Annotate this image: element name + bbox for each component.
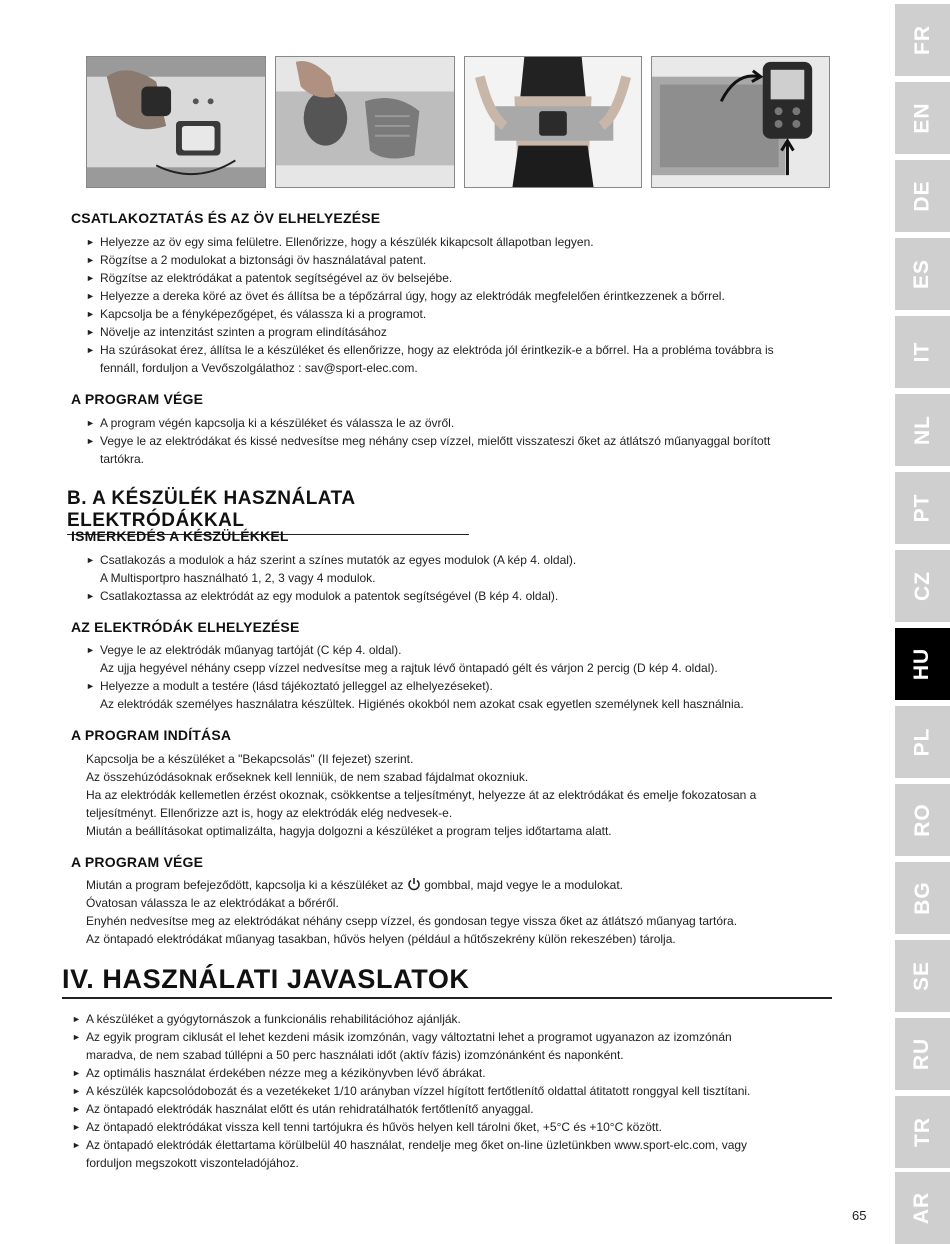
list-item: ► Csatlakoztassa az elektródát az egy modulok a patentok segítségével (B kép 4. oldal). bbox=[86, 587, 806, 605]
list-item: ► Rögzítse az elektródákat a patentok segítségével az öv belsejébe. bbox=[86, 269, 806, 287]
tab-ru[interactable]: RU bbox=[895, 1018, 950, 1090]
tab-ro[interactable]: RO bbox=[895, 784, 950, 856]
photo-electrode-on-belt bbox=[275, 56, 455, 188]
tab-cz[interactable]: CZ bbox=[895, 550, 950, 622]
heading-electrode-placement: AZ ELEKTRÓDÁK ELHELYEZÉSE bbox=[71, 619, 300, 635]
tab-en[interactable]: EN bbox=[895, 82, 950, 154]
list-item: ► Ha szúrásokat érez, állítsa le a készüléket és ellenőrizze, hogy az elektróda jól érintkezik-e a bőrrel. Ha a probléma továbbra is fennáll, forduljon a Vevőszolgálathoz : sav@sport-elec.com. bbox=[86, 341, 806, 377]
power-icon bbox=[407, 877, 421, 891]
list-item: ► Helyezze az öv egy sima felületre. Ellenőrizze, hogy a készülék kikapcsolt állapotban legyen. bbox=[86, 233, 806, 251]
page-number: 65 bbox=[852, 1208, 867, 1223]
list-item: ► Az öntapadó elektródák használat előtt és után rehidratálhatók fertőtlenítő anyaggal. bbox=[72, 1100, 812, 1118]
electrode-placement-list bbox=[86, 641, 806, 713]
heading-connection: CSATLAKOZTATÁS ÉS AZ ÖV ELHELYEZÉSE bbox=[71, 210, 381, 226]
list-item: ► Növelje az intenzitást szinten a program elindításához bbox=[86, 323, 806, 341]
photo-belt-on-waist bbox=[464, 56, 642, 188]
list-item: ► A készülék kapcsolódobozát és a vezetékeket 1/10 arányban vízzel hígított fertőtlenítő oldattal átitatott ronggyal kell tisztítani. bbox=[72, 1082, 812, 1100]
list-item: ► Az öntapadó elektródák élettartama körülbelül 40 használat, rendelje meg őket on-line üzletünkben www.sport-elc.com, vagy forduljon megszokott viszonteladójához. bbox=[72, 1136, 812, 1172]
heading-getting-to-know: ISMERKEDÉS A KÉSZÜLÉKKEL bbox=[71, 528, 289, 544]
list-item: ► Rögzítse a 2 modulokat a biztonsági öv használatával patent. bbox=[86, 251, 806, 269]
section-iv-title: IV. HASZNÁLATI JAVASLATOK bbox=[62, 964, 832, 999]
list-item: ► Helyezze a modult a testére (lásd tájékoztató jelleggel az elhelyezéseket). Az elektródák személyes használatra készültek. Higiénés okokból nem azokat csak egyetlen személynek kell használnia. bbox=[86, 677, 806, 713]
photo-remote-control bbox=[651, 56, 830, 188]
list-item: ► A program végén kapcsolja ki a készüléket és válassza le az övről. bbox=[86, 414, 806, 432]
list-item: ► Az egyik program ciklusát el lehet kezdeni másik izomzónán, vagy változtatni lehet a programot ugyanazon az izomzónán maradva, de nem szabad túllépni a 50 perc használati időt (aktív fázis) izomzónánként és naponként. bbox=[72, 1028, 812, 1064]
heading-program-start: A PROGRAM INDÍTÁSA bbox=[71, 727, 232, 743]
section-b-title: B. A KÉSZÜLÉK HASZNÁLATA ELEKTRÓDÁKKAL bbox=[67, 488, 469, 535]
tab-bg[interactable]: BG bbox=[895, 862, 950, 934]
tab-se[interactable]: SE bbox=[895, 940, 950, 1012]
tab-nl[interactable]: NL bbox=[895, 394, 950, 466]
tab-pl[interactable]: PL bbox=[895, 706, 950, 778]
list-item: ► Vegye le az elektródák műanyag tartóját (C kép 4. oldal). Az ujja hegyével néhány csepp vízzel nedvesítse meg a rajtuk lévő öntapadó gélt és várjon 2 percig (D kép 4. oldal). bbox=[86, 641, 806, 677]
tab-fr[interactable]: FR bbox=[895, 4, 950, 76]
tab-ar[interactable]: AR bbox=[895, 1172, 950, 1244]
program-start-text: Kapcsolja be a készüléket a "Bekapcsolás" (II fejezet) szerint. Az összehúzódásoknak erőseknek kell lenniük, de nem szabad fájdalmat okozniuk. Ha az elektródák kellemetlen érzést okoznak, csökkentse a teljesítményt, helyezze át az elektródákat és emelje fokozatosan a teljesítményt. Ellenőrizze azt is, hogy az elektródák elég nedvesek-e. Miután a beállításokat optimalizálta, hagyja dolgozni a készüléket a program teljes időtartama alatt. bbox=[86, 752, 757, 838]
instruction-photos bbox=[86, 56, 830, 188]
tab-it[interactable]: IT bbox=[895, 316, 950, 388]
heading-program-end-b: A PROGRAM VÉGE bbox=[71, 854, 204, 870]
list-item: ► Csatlakozás a modulok a ház szerint a színes mutatók az egyes modulok (A kép 4. oldal). A Multisportpro használható 1, 2, 3 vagy 4 modulok. bbox=[86, 551, 806, 587]
connection-list bbox=[86, 233, 806, 377]
list-item: ► Kapcsolja be a fényképezőgépet, és válassza ki a programot. bbox=[86, 305, 806, 323]
list-item: ► Az öntapadó elektródákat vissza kell tenni tartójukra és hűvös helyen kell tárolni őket, +5°C és +10°C között. bbox=[72, 1118, 812, 1136]
tab-pt[interactable]: PT bbox=[895, 472, 950, 544]
usage-tips-list bbox=[72, 1010, 812, 1172]
heading-program-end: A PROGRAM VÉGE bbox=[71, 391, 204, 407]
photo-module-on-belt bbox=[86, 56, 266, 188]
getting-to-know-list bbox=[86, 551, 806, 605]
tab-tr[interactable]: TR bbox=[895, 1096, 950, 1168]
list-item: ► Helyezze a dereka köré az övet és állítsa be a tépőzárral úgy, hogy az elektródák megfelelően érintkezzenek a bőrrel. bbox=[86, 287, 806, 305]
tab-de[interactable]: DE bbox=[895, 160, 950, 232]
list-item: ► A készüléket a gyógytornászok a funkcionális rehabilitációhoz ajánlják. bbox=[72, 1010, 812, 1028]
tab-es[interactable]: ES bbox=[895, 238, 950, 310]
list-item: ► Vegye le az elektródákat és kissé nedvesítse meg néhány csep vízzel, mielőtt visszateszi őket az átlátszó műanyaggal borított tartókra. bbox=[86, 432, 806, 468]
program-end-list bbox=[86, 414, 806, 468]
tab-hu[interactable]: HU bbox=[895, 628, 950, 700]
program-end-b-text: Miután a program befejeződött, kapcsolja ki a készüléket az gombbal, majd vegye le a modulokat. Óvatosan válassza le az elektródákat a bőréről. Enyhén nedvesítse meg az elektródákat néhány csepp vízzel, és gondosan tegye vissza őket az átlátszó műanyag tartóra. Az öntapadó elektródákat műanyag tasakban, hűvös helyen (például a hűtőszekrény külön rekeszében) tárolja. bbox=[86, 878, 738, 946]
list-item: ► Az optimális használat érdekében nézze meg a kézikönyvben lévő ábrákat. bbox=[72, 1064, 812, 1082]
language-tabs bbox=[895, 0, 950, 1244]
